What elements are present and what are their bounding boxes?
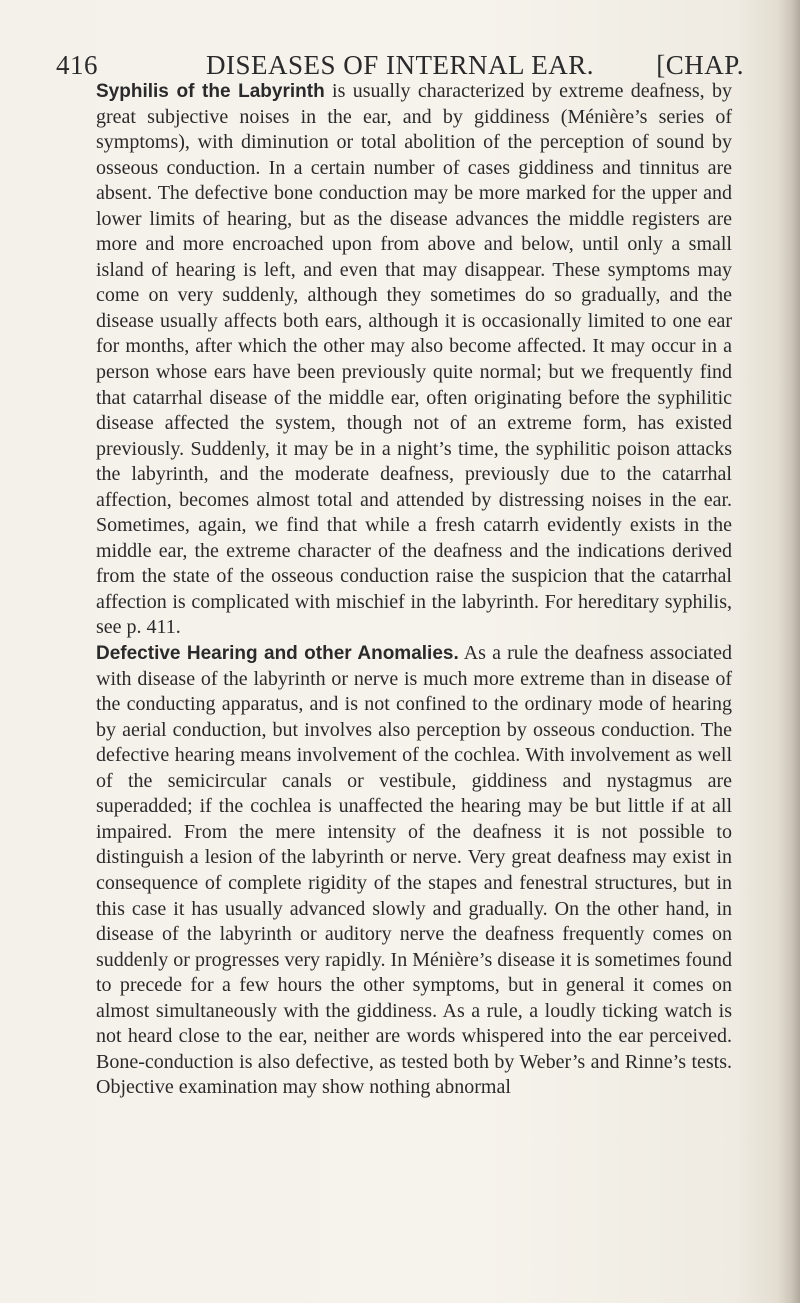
running-title: DISEASES OF INTERNAL EAR. bbox=[205, 50, 594, 80]
paragraph-defective-hearing bbox=[96, 641, 732, 1101]
page-edge-shadow bbox=[778, 0, 800, 1303]
section-heading-defective-hearing: Defective Hearing and other Anomalies. bbox=[96, 643, 459, 665]
page-number: 416 bbox=[56, 50, 98, 80]
body-text bbox=[96, 79, 732, 1101]
paragraph-syphilis-labyrinth bbox=[96, 79, 732, 641]
section-heading-syphilis: Syphilis of the Labyrinth bbox=[96, 81, 325, 102]
paragraph-text: As a rule the deafness associated with disease of the labyrinth or nerve is much more extreme than in disease of the conducting apparatus, and is not confined to the ordinary mode of hearing by aerial conduction, but involves also perception by osseous conduction. The defective hearing means involvement of the cochlea. With involvement as well of the semicircular canals or vestibule, giddiness and nystagmus are superadded; if the cochlea is unaffected the hearing may be but little if at all impaired. From the mere intensity of the deafness it is not possible to distinguish a lesion of the labyrinth or nerve. Very great deafness may exist in consequence of complete rigidity of the stapes and fenestral structures, but in this case it has usually advanced slowly and gradually. On the other hand, in disease of the labyrinth or auditory nerve the deafness frequently comes on suddenly or progresses very rapidly. In Ménière’s disease it is sometimes found to precede for a few hours the other symptoms, but in general it comes on almost simultaneously with the giddiness. As a rule, a loudly ticking watch is not heard close to the ear, neither are words whispered into the ear perceived. Bone-conduction is also defective, as tested both by Weber’s and Rinne’s tests. Objective examination may show nothing abnormal bbox=[96, 642, 732, 1099]
chapter-mark: [CHAP. bbox=[656, 50, 744, 80]
paragraph-text: is usually characterized by extreme deafness, by great subjective noises in the ear, and by giddiness (Ménière’s series of symptoms), with diminution or total abolition of the perception of sound by osseous conduction. In a certain number of cases giddiness and tinnitus are absent. The defective bone conduction may be more marked for the upper and lower limits of hearing, but as the disease advances the middle registers are more and more encroached upon from above and below, until only a small island of hearing is left, and even that may disappear. These symptoms may come on very suddenly, although they sometimes do so gradually, and the disease usually affects both ears, although it is occasionally limited to one ear for months, after which the other may also become affected. It may occur in a person whose ears have been previously quite normal; but we frequently find that catarrhal disease of the middle ear, often originating before the syphilitic disease affected the system, though not of an extreme form, has existed previously. Suddenly, it may be in a night’s time, the syphilitic poison attacks the labyrinth, and the moderate deafness, previously due to the catarrhal affection, becomes almost total and attended by distressing noises in the ear. Sometimes, again, we find that while a fresh catarrh evidently exists in the middle ear, the extreme character of the deafness and the indications derived from the state of the osseous conduction raise the suspicion that the catarrhal affection is complicated with mischief in the labyrinth. For hereditary syphilis, see p. 411. bbox=[96, 80, 733, 639]
